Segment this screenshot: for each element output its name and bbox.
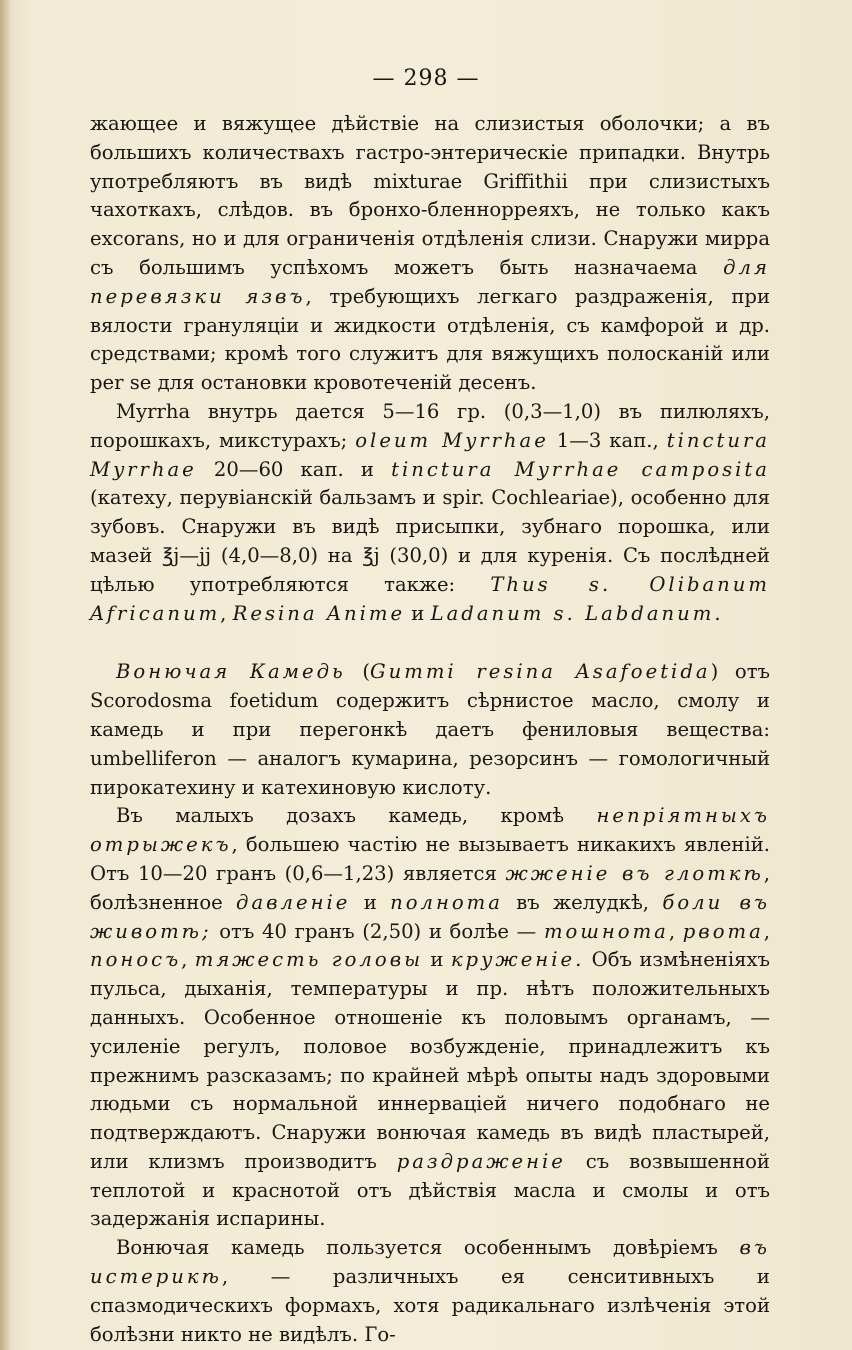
emphasis-run: для перевязки язвъ xyxy=(90,255,770,308)
emphasis-run: Resina Anime xyxy=(232,601,406,625)
emphasis-run: oleum Myrrhae xyxy=(355,428,549,452)
text-run: и xyxy=(423,948,451,972)
text-run: Вонючая камедь пользуется особеннымъ довѣріемъ xyxy=(116,1236,740,1260)
emphasis-run: Thus s. Olibanum Africanum xyxy=(90,572,770,625)
emphasis-run: въ истерикѣ xyxy=(90,1236,770,1289)
emphasis-run: тошнота xyxy=(543,919,669,943)
text-run: . xyxy=(714,601,721,625)
text-run: , большею частію не вызываетъ никакихъ явленій. Отъ 10—20 гранъ (0,6—1,23) является xyxy=(90,833,770,885)
text-run: , xyxy=(668,919,683,943)
emphasis-run: непріятныхъ отрыжекъ xyxy=(90,804,770,857)
text-run: Myrrha внутрь дается 5—16 гр. (0,3—1,0) въ пилюляхъ, порошкахъ, микстурахъ; xyxy=(90,399,770,452)
paragraph-myrrh-dosage xyxy=(90,398,770,628)
text-run: , xyxy=(181,948,195,972)
text-run: жающее и вяжущее дѣйствіе на слизистыя оболочки; а въ большихъ количествахъ гастро-энтерическіе припадки. Внутрь употребляютъ въ видѣ mixturae Griffithii при слизистыхъ чахоткахъ, слѣдов. въ бронхо-бленнорреяхъ, не только какъ excorans, но и для ограниченія отдѣленія слизи. Снаружи мирра съ большимъ успѣхомъ можетъ быть назначаема xyxy=(90,112,770,279)
text-run: въ желудкѣ, xyxy=(502,890,663,914)
page-binding-edge xyxy=(0,0,10,1350)
emphasis-run: полнота xyxy=(390,890,503,914)
emphasis-run: Ladanum s. Labdanum xyxy=(430,601,715,625)
emphasis-run: тяжесть головы xyxy=(194,948,424,972)
text-run: и xyxy=(350,890,391,914)
text-run: Въ малыхъ дозахъ камедь, кромѣ xyxy=(116,804,597,828)
section-gap xyxy=(90,628,770,658)
text-run: Объ измѣненіяхъ пульса, дыханія, температуры и пр. нѣтъ положительныхъ данныхъ. Особенное отношеніе къ половымъ органамъ, — усиленіе регулъ, половое возбужденіе, принадлежитъ къ прежнимъ разсказамъ; по крайней мѣрѣ опыты надъ здоровыми людьми съ нормальной иннерваціей ничего подобнаго не подтверждаютъ. Снаружи вонючая камедь въ видѣ пластырей, или клизмъ производитъ xyxy=(90,948,770,1173)
text-run: , xyxy=(763,919,770,943)
text-run: ) отъ Scorodosma foetidum содержитъ сѣрнистое масло, смолу и камедь и при перегонкѣ даетъ фениловыя вещества: umbelliferon — аналогъ кумарина, резорсинъ — гомологичный пирокатехину и катехиновую кислоту. xyxy=(90,660,770,799)
paragraph-asafoetida-intro xyxy=(90,658,770,802)
emphasis-run: круженіе. xyxy=(450,948,585,972)
paragraph-asafoetida-hysteria xyxy=(90,1234,770,1349)
emphasis-run: tinctura Myrrhae xyxy=(90,428,770,481)
text-run: и xyxy=(405,601,431,625)
text-run: отъ 40 гранъ (2,50) и болѣе — xyxy=(211,919,544,943)
emphasis-run: боли въ животѣ; xyxy=(90,890,770,943)
text-run: 20—60 кап. и xyxy=(196,457,392,481)
body-text xyxy=(90,110,770,1349)
text-run: , требующихъ легкаго раздраженія, при вялости грануляціи и жидкости отдѣленія, съ камфорой и др. средствами; кромѣ того служитъ для вяжущихъ полосканій или per se для остановки кровотеченій десенъ. xyxy=(90,284,770,395)
text-run: съ возвышенной теплотой и краснотой отъ дѣйствія масла и смолы и отъ задержанія испарины. xyxy=(90,1149,770,1231)
emphasis-run: Gummi resina Asafoetida xyxy=(370,660,711,684)
text-run: , — различныхъ ея сенситивныхъ и спазмодическихъ формахъ, хотя радикальнаго излѣченія этой болѣзни никто не видѣлъ. Го- xyxy=(90,1265,770,1346)
emphasis-run: раздраженіе xyxy=(396,1149,566,1173)
text-run: , болѣзненное xyxy=(90,861,771,914)
text-run: 1—3 кап., xyxy=(548,428,667,452)
emphasis-run: tinctura Myrrhae camposita xyxy=(391,457,770,481)
emphasis-run: давленіе xyxy=(236,890,351,914)
text-run: , xyxy=(220,601,233,625)
emphasis-run: Вонючая Камедь xyxy=(116,660,346,684)
paragraph-asafoetida-effects xyxy=(90,802,770,1234)
page-number: — 298 — xyxy=(372,66,480,91)
emphasis-run: жженіе въ глоткѣ xyxy=(505,861,764,885)
emphasis-run: поносъ xyxy=(90,948,182,972)
emphasis-run: рвота xyxy=(682,919,764,943)
text-run: ( xyxy=(345,660,370,684)
text-run: (катеху, перувіанскій бальзамъ и spir. Cochleariae), особенно для зубовъ. Снаружи въ видѣ присыпки, зубнаго порошка, или мазей ℥j—jj (4,0—8,0) на ℥j (30,0) и для куренія. Съ послѣдней цѣлью употребляются также: xyxy=(90,486,770,596)
paragraph-myrrh-uses xyxy=(90,110,770,398)
